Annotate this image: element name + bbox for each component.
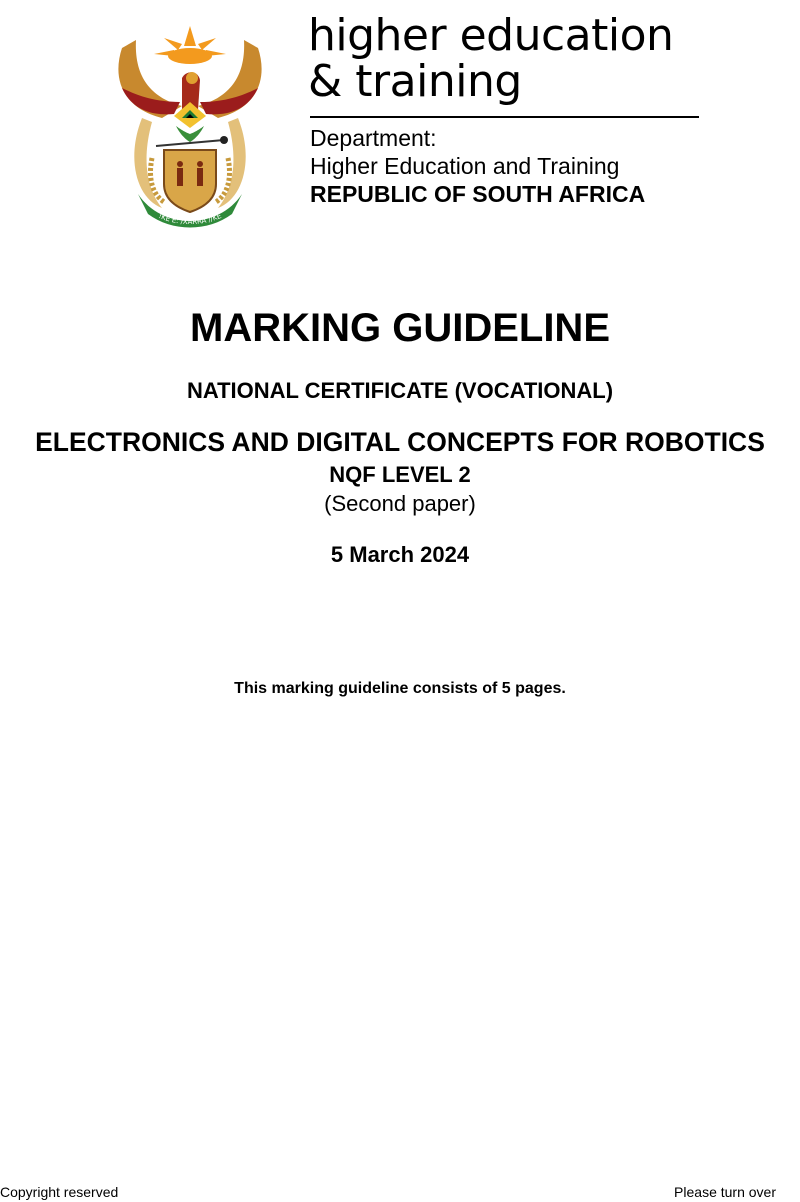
subject-name: ELECTRONICS AND DIGITAL CONCEPTS FOR ROBOTICS <box>35 427 765 457</box>
page-count-note: This marking guideline consists of 5 pages. <box>234 680 566 697</box>
certificate-name: NATIONAL CERTIFICATE (VOCATIONAL) <box>186 378 614 403</box>
department-name: Higher Education and Training <box>310 153 620 179</box>
page-title: MARKING GUIDELINE <box>190 306 610 350</box>
brand-line-1: higher education <box>308 10 674 61</box>
country-name: REPUBLIC OF SOUTH AFRICA <box>310 181 646 207</box>
brand-line-2: & training <box>308 56 522 107</box>
footer-turn-over: Please turn over <box>674 1184 776 1200</box>
shield-icon <box>164 150 216 212</box>
paper-number: (Second paper) <box>324 491 476 516</box>
header-divider <box>310 116 699 118</box>
nqf-level: NQF LEVEL 2 <box>329 462 471 487</box>
footer-copyright: Copyright reserved <box>0 1184 119 1200</box>
logo-motto: !KE E: /XARRA //KE <box>157 212 223 227</box>
rising-sun-icon <box>154 26 226 64</box>
department-label: Department: <box>310 125 437 151</box>
coat-of-arms-logo <box>112 18 268 228</box>
exam-date: 5 March 2024 <box>330 542 470 567</box>
